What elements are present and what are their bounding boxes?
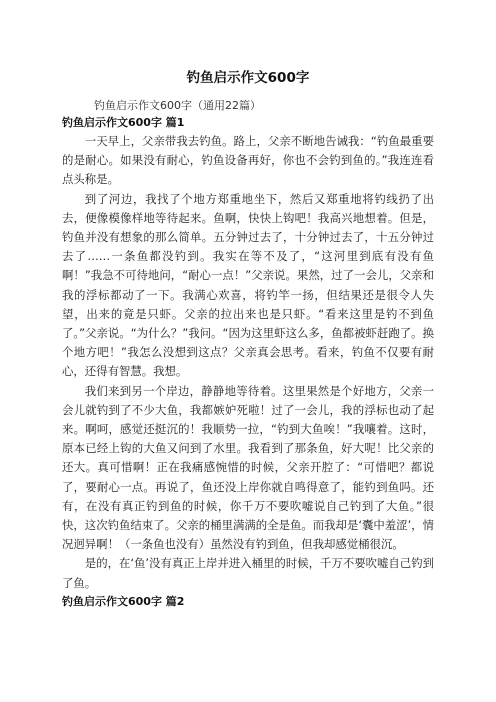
section-heading-1: 钓鱼启示作文600字 篇1: [62, 116, 185, 129]
section-heading-2: 钓鱼启示作文600字 篇2: [62, 594, 185, 608]
paragraph: 是的，在‘鱼’没有真正上岸并进入桶里的时候，千万不要吹嘘自己钓到了鱼。: [62, 556, 434, 590]
paragraph: 一天早上，父亲带我去钓鱼。路上，父亲不断地告诫我：“钓鱼最重要的是耐心。如果没有耐心，钓鱼设备再好，你也不会钓到鱼的。”我连连看点头称是。: [62, 134, 434, 187]
document-title: 钓鱼启示作文600字: [186, 70, 310, 86]
document-subtitle: 钓鱼启示作文600字（通用22篇）: [94, 99, 261, 112]
document-body: [62, 114, 434, 611]
paragraph: 到了河边，我找了个地方郑重地坐下，然后又郑重地将钓线扔了出去，便像模像样地等待起来。鱼啊，快快上钩吧！我高兴地想着。但是，钓鱼并没有想象的那么简单。五分钟过去了，十分钟过去了，十五分钟过去了……一条鱼都没钓到。我实在等不及了，“这河里到底有没有鱼啊！”我急不可待地问，“耐心一点！”父亲说。果然，过了一会儿，父亲和我的浮标都动了一下。我满心欢喜，将钓竿一扬，但结果还是很令人失望，出来的竟是只虾。父亲的拉出来也是只虾。“看来这里是钓不到鱼了。”父亲说。“为什么？”我问。“因为这里虾这么多，鱼都被虾赶跑了。换个地方吧！”我怎么没想到这点？父亲真会思考。看来，钓鱼不仅要有耐心，还得有智慧。我想。: [62, 191, 434, 379]
paragraph: 我们来到另一个岸边，静静地等待着。这里果然是个好地方，父亲一会儿就钓到了不少大鱼，我都嫉妒死啦！过了一会儿，我的浮标也动了起来。啊呵，感觉还挺沉的！我顺势一拉，“钓到大鱼唉！”我嚷着。这时，原本已经上钩的大鱼又问到了水里。我看到了那条鱼，好大呢！比父亲的还大。真可惜啊！正在我痛感惋惜的时候，父亲开腔了：“可惜吧？都说了，要耐心一点。再说了，鱼还没上岸你就自鸣得意了，能钓到鱼吗。还有，在没有真正钓到鱼的时候，你千万不要吹嘘说自己钓到了大鱼。”很快，这次钓鱼结束了。父亲的桶里满满的全是鱼。而我却是‘囊中羞涩’，情况迥异啊！（一条鱼也没有）虽然没有钓到鱼，但我却感觉桶很沉。: [62, 383, 434, 552]
